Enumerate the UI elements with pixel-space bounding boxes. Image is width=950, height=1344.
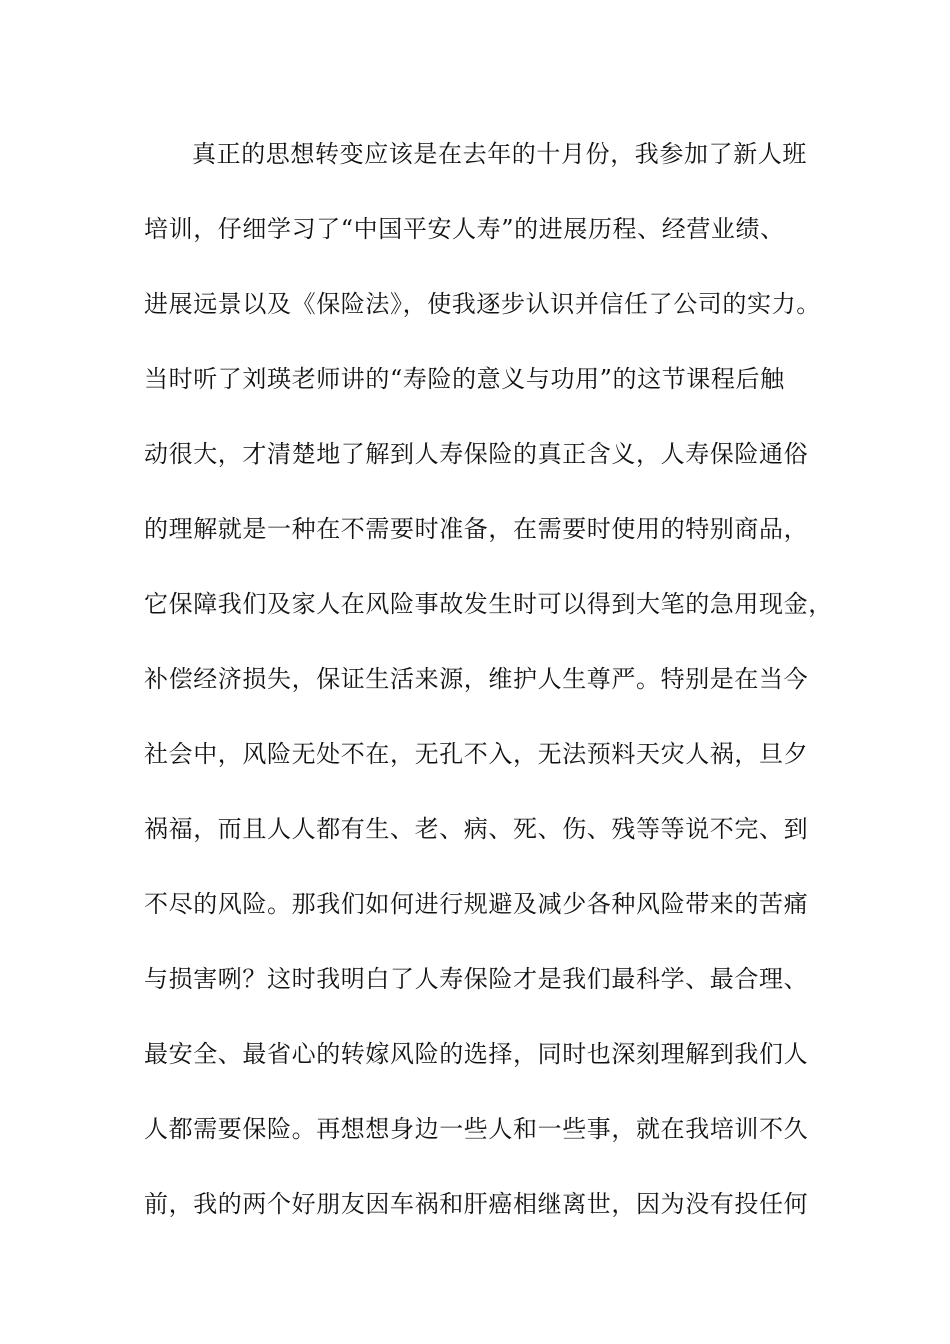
text-line: 人都需要保险。再想想身边一些人和一些事，就在我培训不久	[144, 1115, 809, 1143]
text-line: 最安全、最省心的转嫁风险的选择，同时也深刻理解到我们人	[144, 1040, 809, 1068]
text-line: 培训，仔细学习了“中国平安人寿”的进展历程、经营业绩、	[144, 215, 785, 243]
text-line: 进展远景以及《保险法》，使我逐步认识并信任了公司的实力。	[144, 290, 821, 318]
text-line: 的理解就是一种在不需要时准备，在需要时使用的特别商品，	[144, 515, 809, 543]
body-paragraph	[144, 132, 834, 1257]
text-line: 它保障我们及家人在风险事故发生时可以得到大笔的急用现金，	[144, 590, 833, 618]
text-line: 当时听了刘瑛老师讲的“寿险的意义与功用”的这节课程后触	[144, 365, 785, 393]
text-line: 真正的思想转变应该是在去年的十月份，我参加了新人班	[192, 140, 807, 168]
text-line: 不尽的风险。那我们如何进行规避及减少各种风险带来的苦痛	[144, 890, 809, 918]
text-line: 社会中，风险无处不在，无孔不入，无法预料天灾人祸，旦夕	[144, 740, 809, 768]
text-line: 祸福，而且人人都有生、老、病、死、伤、残等等说不完、到	[144, 815, 809, 843]
text-line: 与损害咧？这时我明白了人寿保险才是我们最科学、最合理、	[144, 965, 809, 993]
text-line: 补偿经济损失，保证生活来源，维护人生尊严。特别是在当今	[144, 665, 809, 693]
text-line: 前，我的两个好朋友因车祸和肝癌相继离世，因为没有投任何	[144, 1190, 809, 1218]
text-line: 动很大，才清楚地了解到人寿保险的真正含义，人寿保险通俗	[144, 440, 809, 468]
